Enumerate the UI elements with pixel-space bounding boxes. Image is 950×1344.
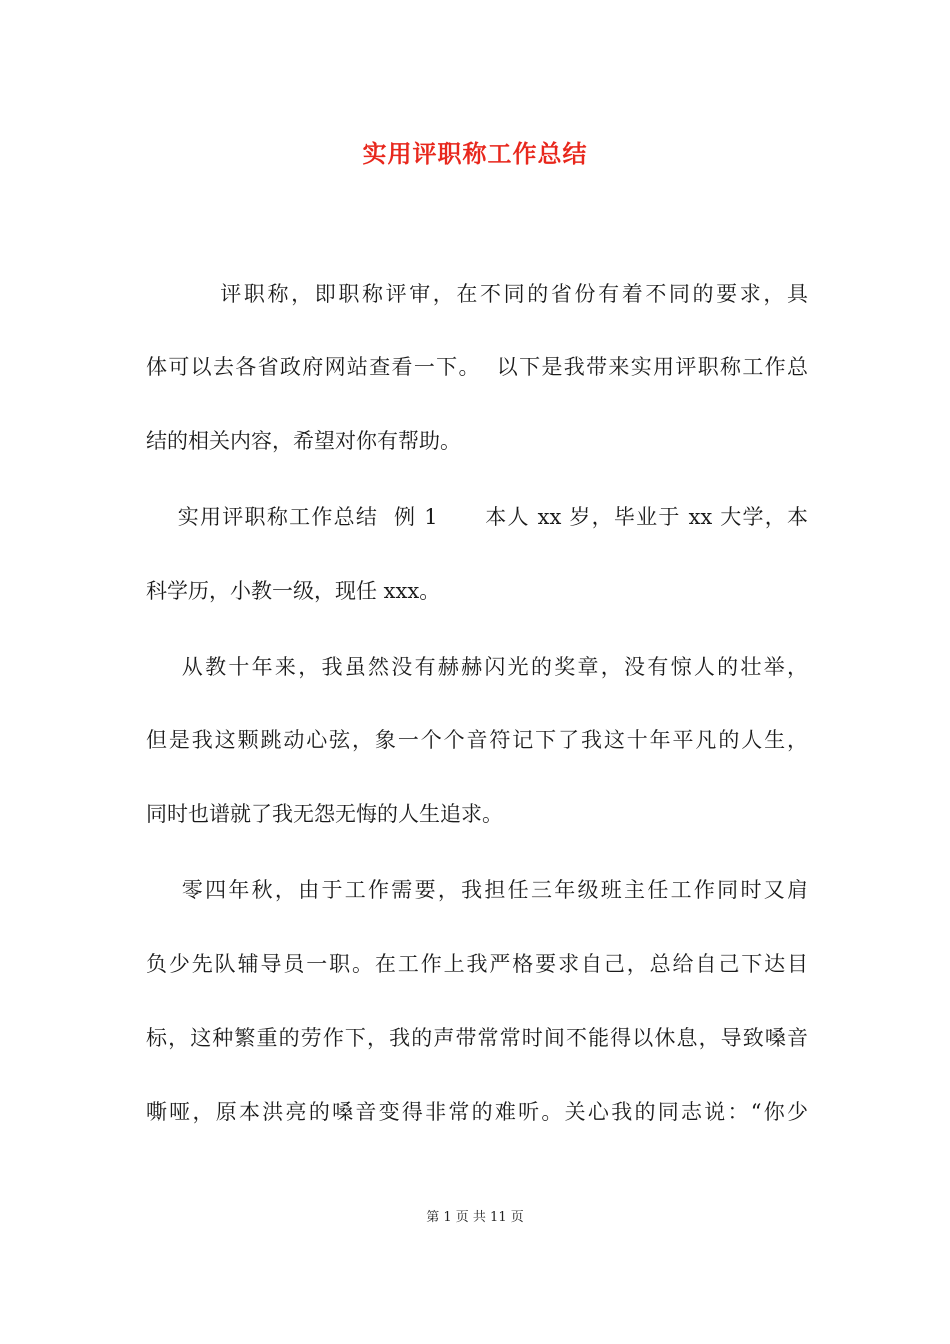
body-line: 科学历，小教一级，现任 xxx。 xyxy=(146,579,441,603)
body-line: 从教十年来，我虽然没有赫赫闪光的奖章，没有惊人的壮举， xyxy=(146,655,808,679)
body-line: 零四年秋，由于工作需要，我担任三年级班主任工作同时又肩 xyxy=(146,878,808,902)
body-line: 同时也谱就了我无怨无悔的人生追求。 xyxy=(146,802,503,826)
body-line: 结的相关内容，希望对你有帮助。 xyxy=(146,429,461,453)
body-line: 实用评职称工作总结 例 1 本人 xx 岁，毕业于 xx 大学，本 xyxy=(146,505,808,529)
body-line: 嘶哑，原本洪亮的嗓音变得非常的难听。关心我的同志说：“你少 xyxy=(146,1100,808,1124)
body-line: 但是我这颗跳动心弦，象一个个音符记下了我这十年平凡的人生， xyxy=(146,728,808,752)
body-line: 标，这种繁重的劳作下，我的声带常常时间不能得以休息，导致嗓音 xyxy=(146,1026,808,1050)
document-title: 实用评职称工作总结 xyxy=(362,139,588,168)
body-line: 体可以去各省政府网站查看一下。 以下是我带来实用评职称工作总 xyxy=(146,355,808,379)
body-line: 负少先队辅导员一职。在工作上我严格要求自己，总给自己下达目 xyxy=(146,952,808,976)
page-number-footer: 第 1 页 共 11 页 xyxy=(426,1210,524,1225)
body-line: 评职称，即职称评审，在不同的省份有着不同的要求，具 xyxy=(146,282,808,306)
